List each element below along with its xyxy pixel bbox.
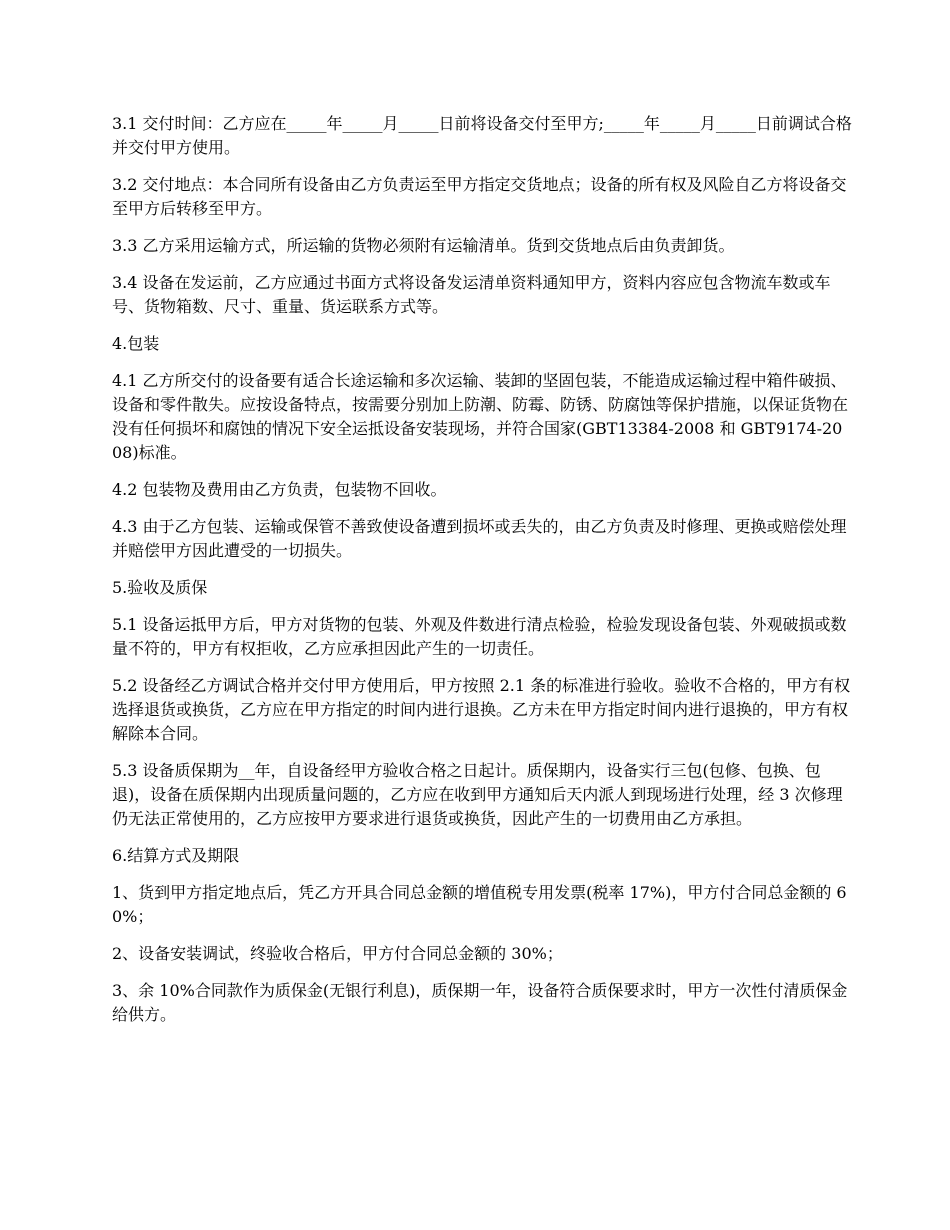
clause-3-1-delivery-time: 3.1 交付时间：乙方应在_____年_____月_____日前将设备交付至甲方;_____年_____月_____日前调试合格并交付甲方使用。 [112,114,852,157]
clause-5-3-warranty: 5.3 设备质保期为__年，自设备经甲方验收合格之日起计。质保期内，设备实行三包(包修、包换、包退)，设备在质保期内出现质量问题的，乙方应在收到甲方通知后天内派人到现场进行处理，经 3 次修理仍无法正常使用的，乙方应按甲方要求进行退货或换货，因此产生的一切费用由乙方承担。 [112,761,843,828]
clause-3-2-delivery-location: 3.2 交付地点：本合同所有设备由乙方负责运至甲方指定交货地点；设备的所有权及风险自乙方将设备交至甲方后转移至甲方。 [112,175,847,218]
payment-item-1: 1、货到甲方指定地点后，凭乙方开具合同总金额的增值税专用发票(税率 17%)，甲方付合同总金额的 60%； [112,883,847,926]
clause-4-3-damage-liability: 4.3 由于乙方包装、运输或保管不善致使设备遭到损坏或丢失的，由乙方负责及时修理、更换或赔偿处理并赔偿甲方因此遭受的一切损失。 [112,517,847,560]
clause-4-1-packaging: 4.1 乙方所交付的设备要有适合长途运输和多次运输、装卸的坚固包装，不能造成运输过程中箱件破损、设备和零件散失。应按设备特点，按需要分别加上防潮、防霉、防锈、防腐蚀等保护措施，以保证货物在没有任何损坏和腐蚀的情况下安全运抵设备安装现场，并符合国家(GBT13384-2008 和 GBT9174-2008)标准。 [112,371,849,462]
clause-4-2-packaging-cost: 4.2 包装物及费用由乙方负责，包装物不回收。 [112,480,447,499]
clause-3-3-transport: 3.3 乙方采用运输方式，所运输的货物必须附有运输清单。货到交货地点后由负责卸货。 [112,236,735,255]
document-body [112,112,852,1040]
payment-item-3: 3、余 10%合同款作为质保金(无银行利息)，质保期一年，设备符合质保要求时，甲方一次性付清质保金给供方。 [112,981,848,1024]
section-5-heading: 5.验收及质保 [112,578,208,597]
section-4-heading: 4.包装 [112,334,160,353]
section-6-heading: 6.结算方式及期限 [112,846,240,865]
clause-3-4-shipping-notice: 3.4 设备在发运前，乙方应通过书面方式将设备发运清单资料通知甲方，资料内容应包含物流车数或车号、货物箱数、尺寸、重量、货运联系方式等。 [112,273,831,316]
clause-5-1-inspection: 5.1 设备运抵甲方后，甲方对货物的包装、外观及件数进行清点检验，检验发现设备包装、外观破损或数量不符的，甲方有权拒收，乙方应承担因此产生的一切责任。 [112,615,847,658]
payment-item-2: 2、设备安装调试，终验收合格后，甲方付合同总金额的 30%； [112,944,563,963]
clause-5-2-acceptance: 5.2 设备经乙方调试合格并交付甲方使用后，甲方按照 2.1 条的标准进行验收。验收不合格的，甲方有权选择退货或换货，乙方应在甲方指定的时间内进行退换。乙方未在甲方指定时间内进行退换的，甲方有权解除本合同。 [112,676,851,743]
